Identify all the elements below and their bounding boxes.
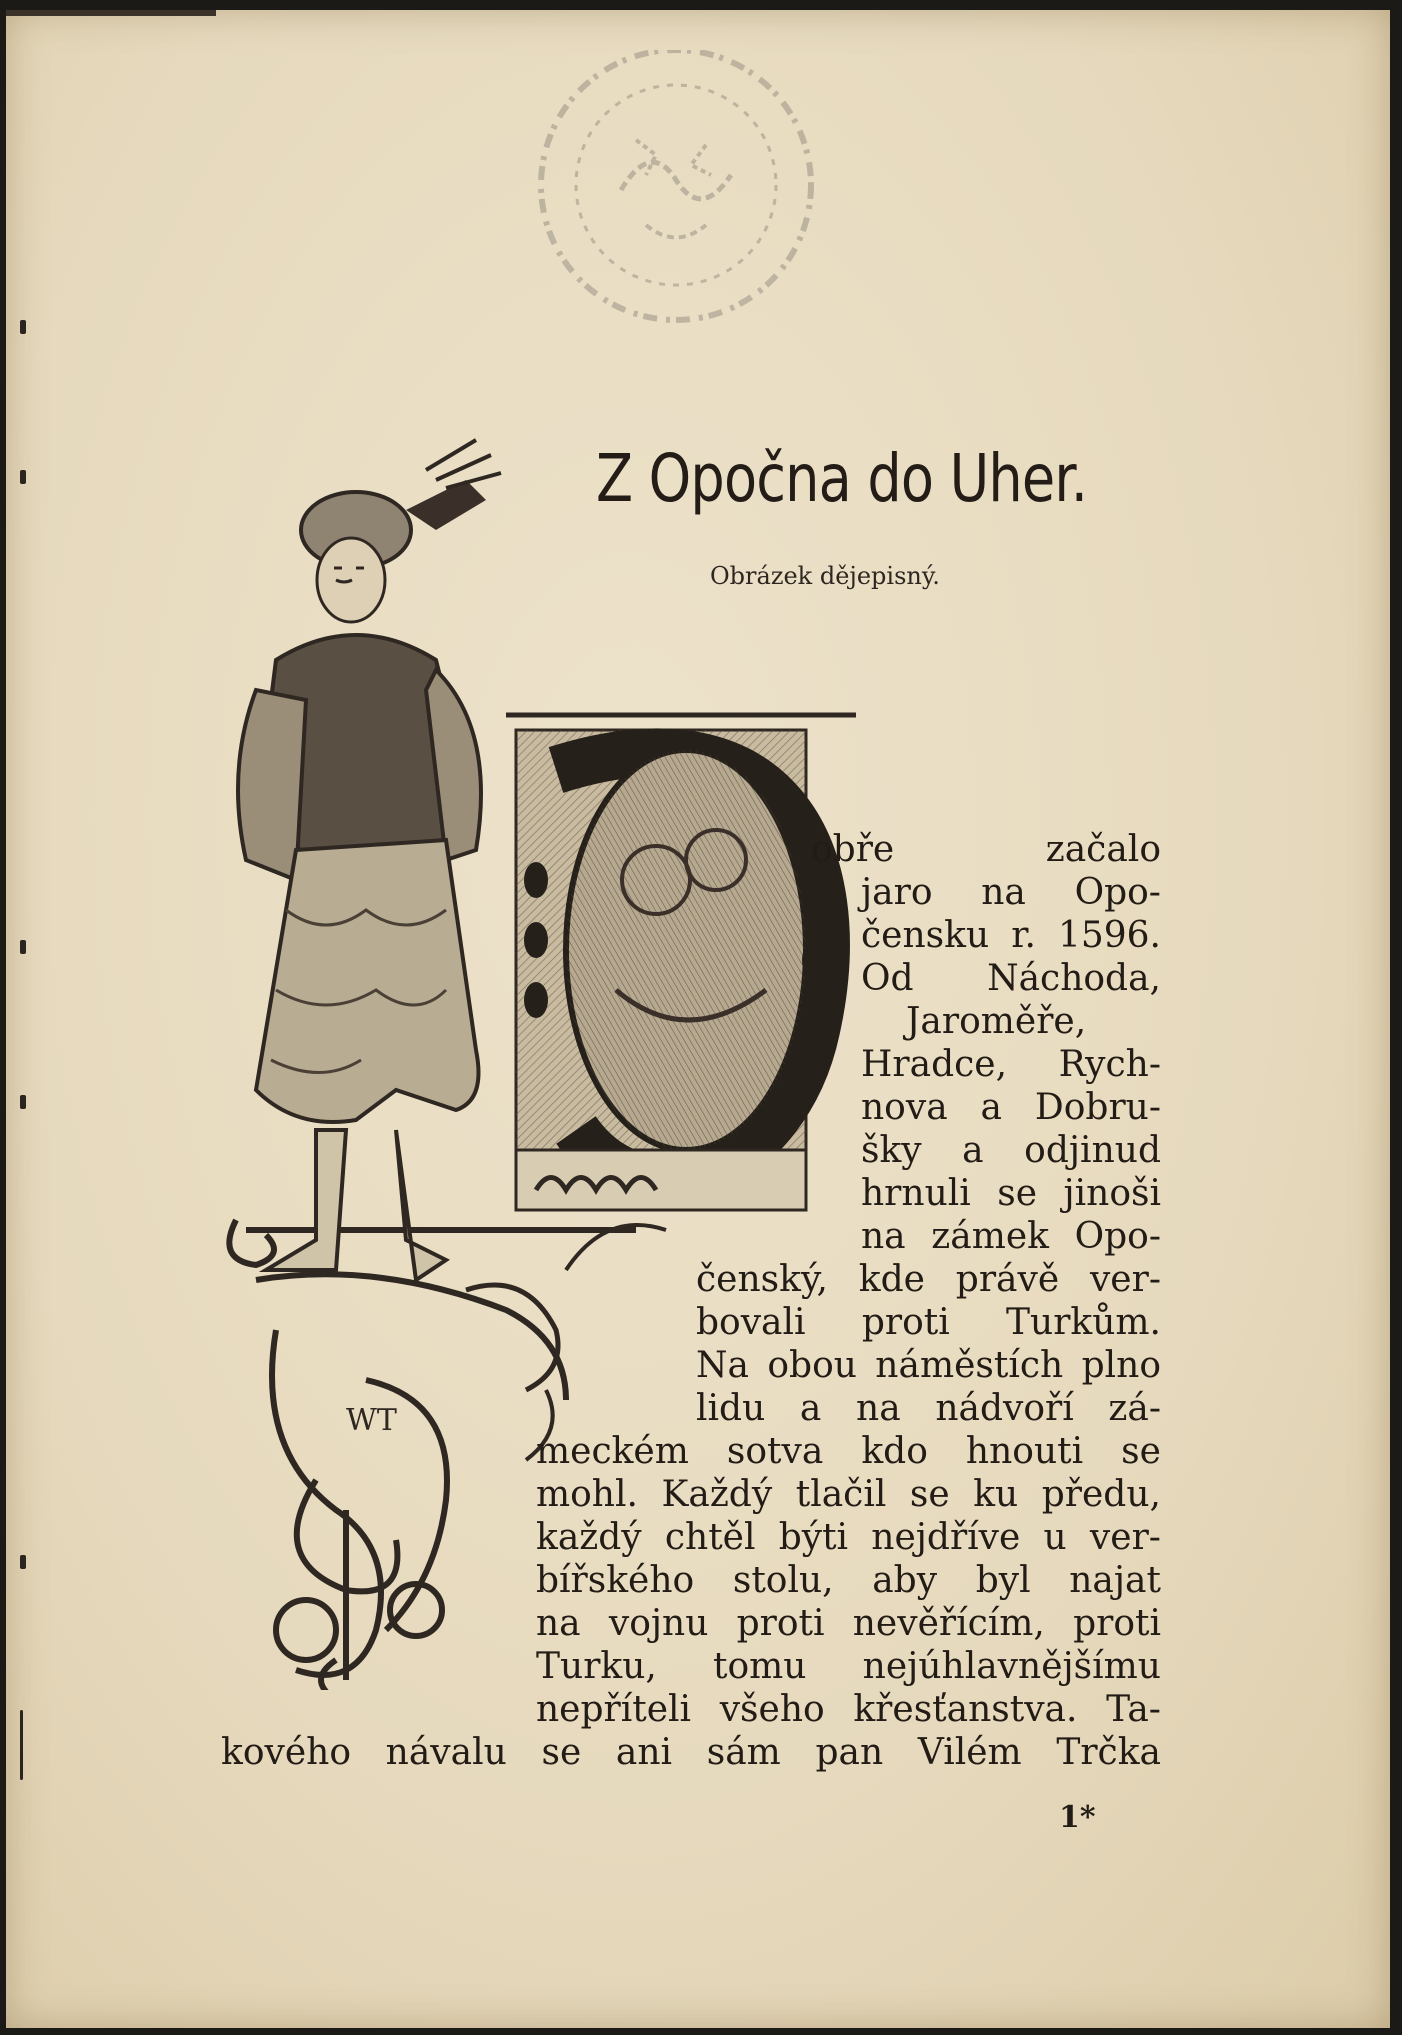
text-line: mohl. Každý tlačil se ku předu, [536,1474,1161,1515]
text-line: čensku r. 1596. [861,915,1161,956]
chapter-subtitle: Obrázek dějepisný. [710,562,940,590]
text-line: každý chtěl býti nejdříve u ver- [536,1517,1161,1558]
text-line: jaro na Opo- [861,872,1161,913]
margin-mark [20,1710,23,1780]
text-line: bovali proti Turkům. [696,1302,1161,1343]
margin-mark [20,470,26,484]
text-line: Na obou náměstích plno [696,1345,1161,1386]
illustrator-monogram: WT [346,1403,397,1438]
text-line: Hradce, Rych- [861,1044,1161,1085]
text-line: Turku, tomu nejúhlavnějšímu [536,1646,1161,1687]
margin-mark [20,940,26,954]
turbaned-figure [238,440,501,1280]
text-line: kového návalu se ani sám pan Vilém Trčka [221,1732,1161,1773]
book-page [6,10,1390,2028]
text-line: lidu a na nádvoří zá- [696,1388,1161,1429]
top-edge-mark [6,10,216,16]
initial-letter-frame [506,707,856,1210]
chapter-title: Z Opočna do Uher. [596,440,1088,517]
text-line: Od Náchoda, [861,958,1161,999]
text-line: obře začalo [811,829,1161,870]
text-line: čenský, kde právě ver- [696,1259,1161,1300]
margin-mark [20,1095,26,1109]
text-line: hrnuli se jinoši [861,1173,1161,1214]
text-line: meckém sotva kdo hnouti se [536,1431,1161,1472]
margin-mark [20,320,26,334]
page-number: 1* [1059,1800,1096,1835]
text-line: na zámek Opo- [861,1216,1161,1257]
text-line: šky a odjinud [861,1130,1161,1171]
text-line: Jaroměře, [906,1001,1087,1042]
library-stamp [526,50,826,350]
text-line: nova a Dobru- [861,1087,1161,1128]
margin-mark [20,1555,26,1569]
text-line: na vojnu proti nevěřícím, proti [536,1603,1161,1644]
text-line: bířského stolu, aby byl najat [536,1560,1161,1601]
text-line: nepříteli všeho křesťanstva. Ta- [536,1689,1161,1730]
